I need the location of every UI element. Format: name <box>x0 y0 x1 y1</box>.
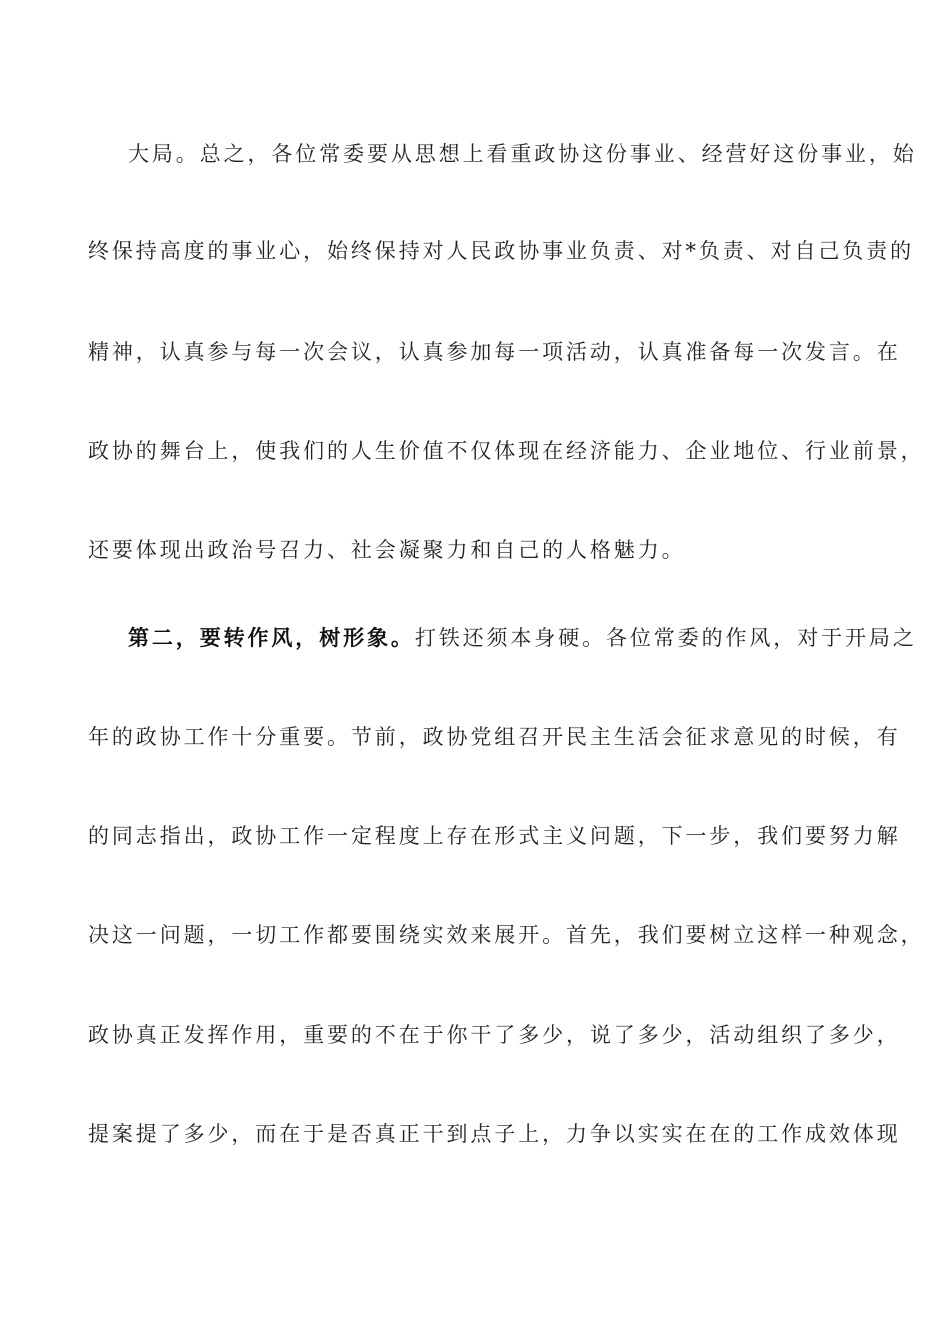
paragraph-line: 大局。总之，各位常委要从思想上看重政协这份事业、经营好这份事业，始 <box>128 142 917 166</box>
paragraph-line: 还要体现出政治号召力、社会凝聚力和自己的人格魅力。 <box>88 538 686 562</box>
paragraph-line: 的同志指出，政协工作一定程度上存在形式主义问题，下一步，我们要努力解 <box>88 824 901 848</box>
paragraph-heading: 第二，要转作风，树形象。 <box>128 625 415 650</box>
paragraph-line: 提案提了多少，而在于是否真正干到点子上，力争以实实在在的工作成效体现 <box>88 1122 901 1146</box>
paragraph-line: 终保持高度的事业心，始终保持对人民政协事业负责、对*负责、对自己负责的 <box>88 239 914 263</box>
paragraph-text: 打铁还须本身硬。各位常委的作风，对于开局之 <box>414 626 917 650</box>
paragraph-line: 政协真正发挥作用，重要的不在于你干了多少，说了多少，活动组织了多少， <box>88 1023 901 1047</box>
paragraph-line: 精神，认真参与每一次会议，认真参加每一项活动，认真准备每一次发言。在 <box>88 340 901 364</box>
paragraph-line: 决这一问题，一切工作都要围绕实效来展开。首先，我们要树立这样一种观念， <box>88 923 925 947</box>
paragraph-line: 政协的舞台上，使我们的人生价值不仅体现在经济能力、企业地位、行业前景， <box>88 439 925 463</box>
paragraph-line: 年的政协工作十分重要。节前，政协党组召开民主生活会征求意见的时候，有 <box>88 725 901 749</box>
paragraph-first-line <box>128 624 917 652</box>
